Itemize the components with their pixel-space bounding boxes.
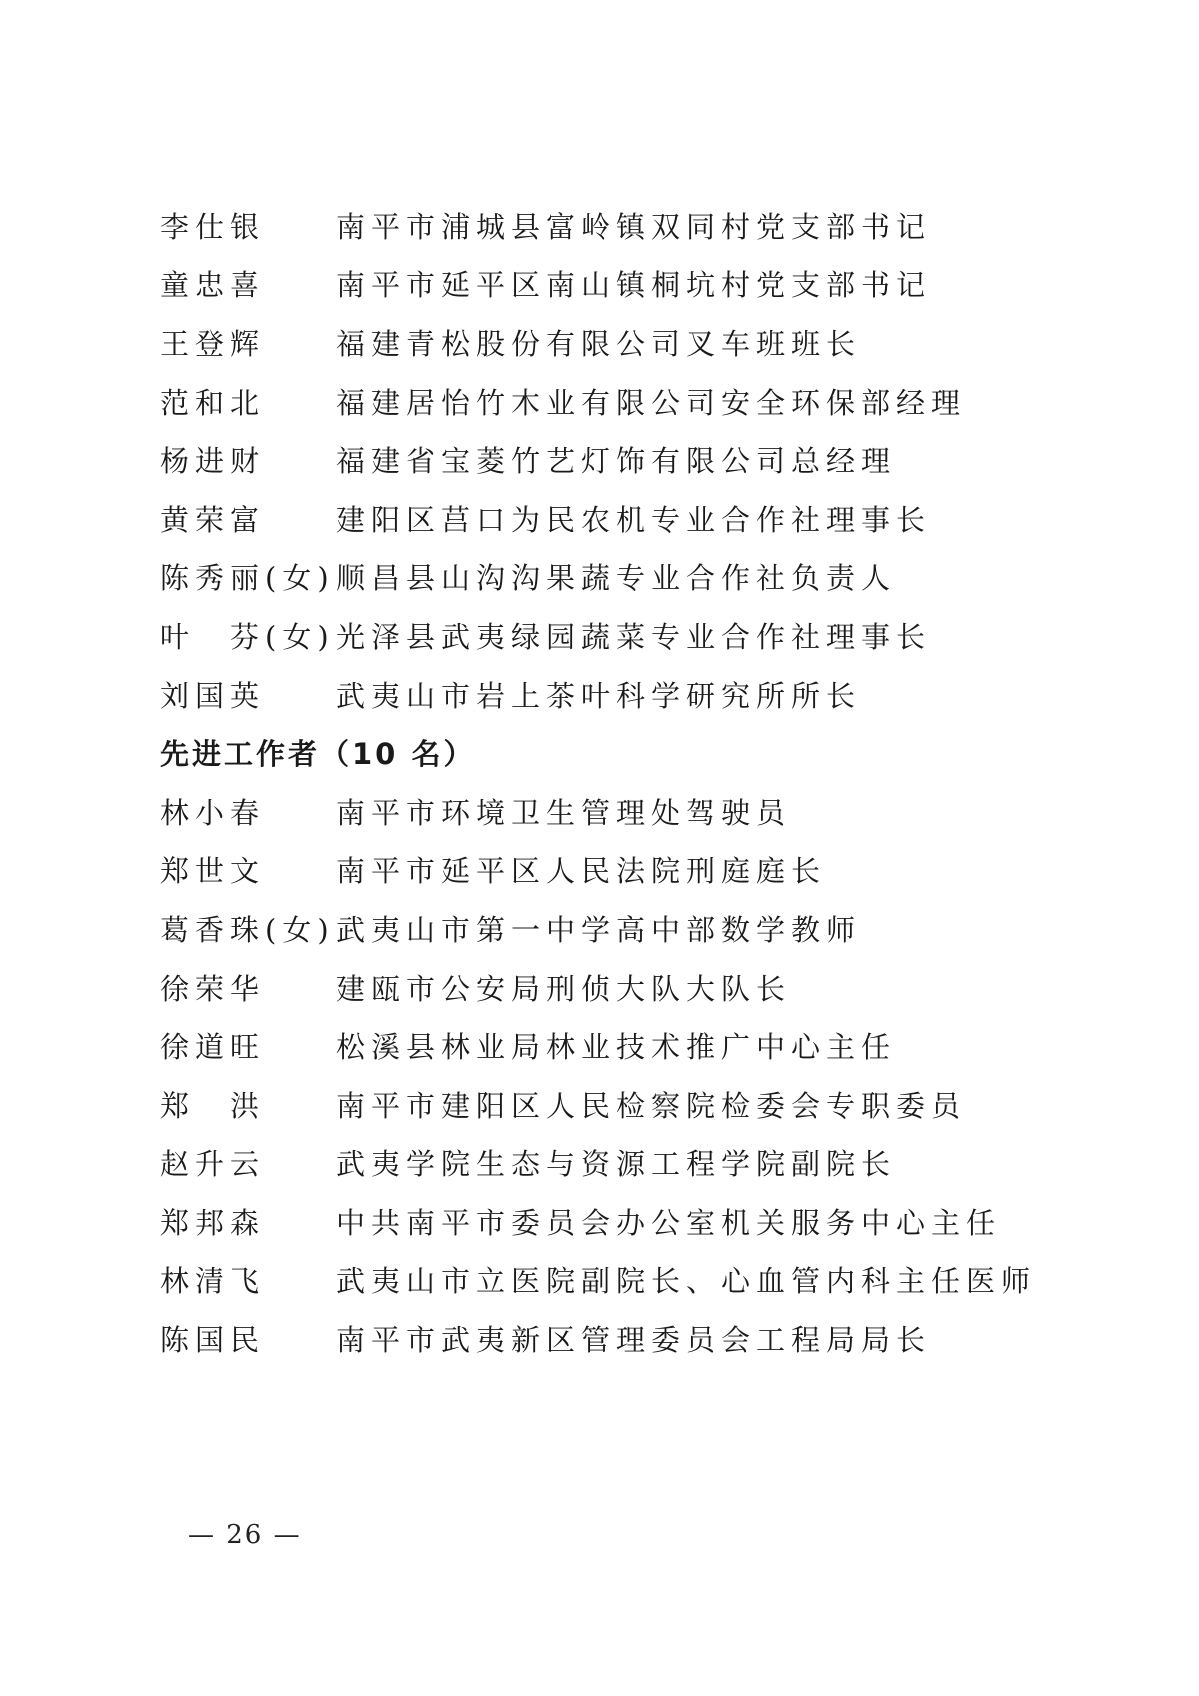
list-item [160, 899, 1120, 958]
list-item [160, 841, 1120, 900]
list-item [160, 1075, 1120, 1134]
person-title: 中共南平市委员会办公室机关服务中心主任 [336, 1205, 1002, 1240]
page-number: — 26 — [188, 1520, 302, 1550]
list-item [160, 1016, 1120, 1075]
list-item [160, 313, 1120, 372]
list-item [160, 1192, 1120, 1251]
person-name: 叶 芬(女) [160, 619, 335, 654]
person-name: 林小春 [160, 795, 266, 830]
person-title: 松溪县林业局林业技术推广中心主任 [336, 1030, 897, 1065]
person-name: 童忠喜 [160, 268, 266, 303]
person-name: 陈国民 [160, 1323, 266, 1358]
person-title: 福建居怡竹木业有限公司安全环保部经理 [336, 385, 967, 420]
list-item [160, 1134, 1120, 1193]
list-item [160, 430, 1120, 489]
person-title: 建阳区莒口为民农机专业合作社理事长 [336, 502, 932, 537]
list-item [160, 489, 1120, 548]
list-item [160, 372, 1120, 431]
person-name: 郑邦森 [160, 1205, 266, 1240]
list-item [160, 782, 1120, 841]
person-title: 武夷山市立医院副院长、心血管内科主任医师 [336, 1264, 1037, 1299]
person-title: 南平市浦城县富岭镇双同村党支部书记 [336, 209, 932, 244]
person-name: 林清飞 [160, 1264, 266, 1299]
section-heading: 先进工作者（10 名） [160, 737, 476, 772]
person-title: 南平市延平区人民法院刑庭庭长 [336, 854, 827, 889]
person-name: 郑世文 [160, 854, 266, 889]
person-name: 范和北 [160, 385, 266, 420]
person-name: 李仕银 [160, 209, 266, 244]
list-item [160, 1309, 1120, 1368]
person-name: 杨进财 [160, 444, 266, 479]
list-item [160, 196, 1120, 255]
list-item [160, 255, 1120, 314]
person-title: 南平市延平区南山镇桐坑村党支部书记 [336, 268, 932, 303]
person-title: 建瓯市公安局刑侦大队大队长 [336, 971, 792, 1006]
person-name: 葛香珠(女) [160, 912, 335, 947]
person-title: 武夷山市岩上茶叶科学研究所所长 [336, 678, 862, 713]
person-title: 南平市武夷新区管理委员会工程局局长 [336, 1323, 932, 1358]
person-title: 武夷学院生态与资源工程学院副院长 [336, 1147, 897, 1182]
person-name: 郑 洪 [160, 1088, 266, 1123]
person-name: 徐荣华 [160, 971, 266, 1006]
list-item [160, 606, 1120, 665]
person-name: 赵升云 [160, 1147, 266, 1182]
list-item [160, 665, 1120, 724]
person-title: 福建青松股份有限公司叉车班班长 [336, 326, 862, 361]
list-item [160, 548, 1120, 607]
person-name: 王登辉 [160, 326, 266, 361]
person-name: 黄荣富 [160, 502, 266, 537]
person-name: 徐道旺 [160, 1030, 266, 1065]
person-title: 顺昌县山沟沟果蔬专业合作社负责人 [336, 561, 897, 596]
person-title: 福建省宝菱竹艺灯饰有限公司总经理 [336, 444, 897, 479]
person-title: 南平市建阳区人民检察院检委会专职委员 [336, 1088, 967, 1123]
person-title: 武夷山市第一中学高中部数学教师 [336, 912, 862, 947]
person-title: 南平市环境卫生管理处驾驶员 [336, 795, 792, 830]
honoree-list [160, 196, 1120, 1368]
list-item [160, 1251, 1120, 1310]
list-item [160, 958, 1120, 1017]
person-name: 陈秀丽(女) [160, 561, 335, 596]
person-title: 光泽县武夷绿园蔬菜专业合作社理事长 [336, 619, 932, 654]
person-name: 刘国英 [160, 678, 266, 713]
